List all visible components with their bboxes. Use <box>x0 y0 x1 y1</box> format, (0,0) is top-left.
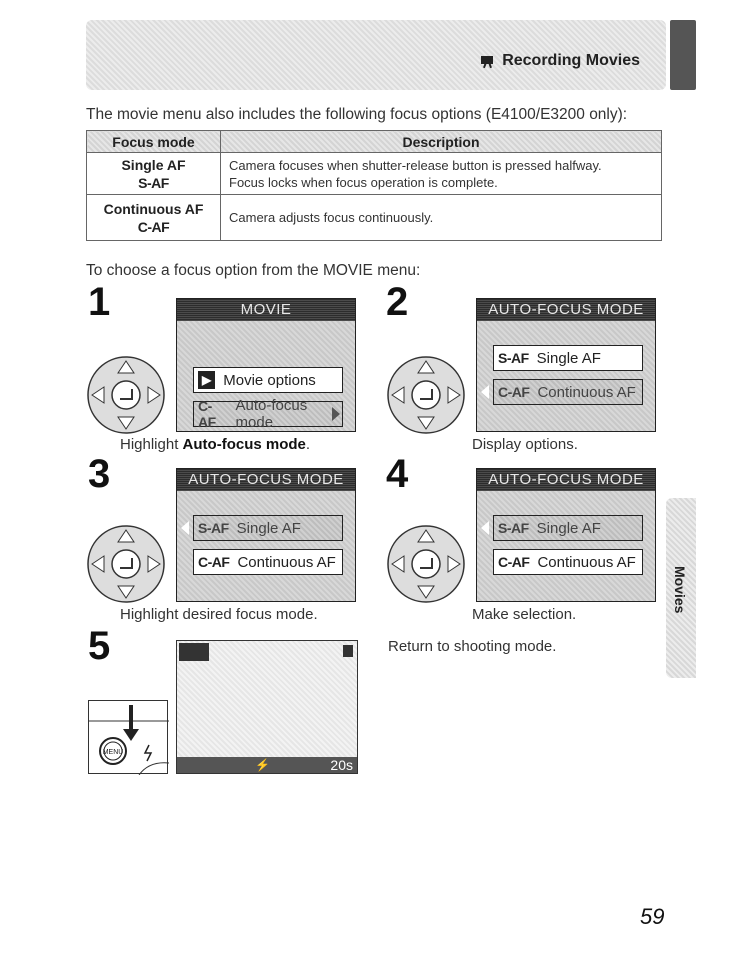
instruction-text: To choose a focus option from the MOVIE menu: <box>86 262 421 279</box>
description-cell <box>221 153 662 195</box>
step-number: 4 <box>386 452 409 496</box>
table-row <box>87 195 662 241</box>
screen-body <box>177 321 355 431</box>
description-cell <box>221 195 662 241</box>
menu-item-symbol: C-AF <box>198 398 216 430</box>
menu-screen-movie <box>176 298 356 432</box>
step-caption: Make selection. <box>472 606 577 623</box>
step-number: 1 <box>88 280 111 324</box>
multi-selector-icon <box>86 355 166 435</box>
focus-options-table <box>86 130 662 241</box>
menu-item-label: Movie options <box>223 371 316 389</box>
arrow-left-icon <box>181 521 189 535</box>
menu-screen-auto-focus <box>476 468 656 602</box>
camera-menu-button-icon <box>89 701 169 775</box>
movie-options-icon: ▶ <box>198 371 215 389</box>
description-line: Camera adjusts focus continuously. <box>229 210 434 225</box>
menu-item-symbol: C-AF <box>498 384 530 400</box>
menu-item-label: Continuous AF <box>237 553 336 571</box>
screen-body <box>177 491 355 601</box>
memory-icon <box>343 645 353 657</box>
menu-button-label: MENU <box>102 749 124 756</box>
menu-item-label: Continuous AF <box>537 383 636 401</box>
menu-item-movie-options[interactable] <box>193 367 343 393</box>
caption-bold: Auto-focus mode <box>182 436 306 453</box>
menu-item-label: Auto-focus mode <box>235 397 308 431</box>
multi-selector-icon <box>386 355 466 435</box>
caption-text: Highlight <box>120 436 183 453</box>
menu-item-label: Single AF <box>236 519 301 537</box>
flash-off-icon: ⚡ <box>255 758 270 772</box>
screen-title: AUTO-FOCUS MODE <box>477 469 655 491</box>
table-row <box>87 153 662 195</box>
page-header <box>478 52 640 70</box>
menu-item-auto-focus-mode[interactable] <box>193 397 343 431</box>
menu-item-symbol: S-AF <box>498 350 529 366</box>
focus-mode-cell <box>87 153 221 195</box>
screen-title: AUTO-FOCUS MODE <box>477 299 655 321</box>
status-bar <box>177 757 357 773</box>
menu-item-single-af[interactable] <box>493 345 643 371</box>
menu-screen-auto-focus <box>176 468 356 602</box>
menu-item-symbol: S-AF <box>498 520 529 536</box>
focus-mode-cell <box>87 195 221 241</box>
screen-body <box>477 321 655 431</box>
table-header-description: Description <box>221 131 662 153</box>
intro-text: The movie menu also includes the following focus options (E4100/E3200 only): <box>86 106 628 123</box>
step-caption: Return to shooting mode. <box>388 638 557 655</box>
step-caption <box>120 436 310 453</box>
movie-camera-icon <box>478 54 496 68</box>
multi-selector-icon <box>386 524 466 604</box>
focus-mode-name: Continuous AF <box>103 200 204 217</box>
menu-item-symbol: C-AF <box>498 554 530 570</box>
description-line: Focus locks when focus operation is complete. <box>229 174 498 190</box>
focus-mode-symbol: C-AF <box>137 218 170 235</box>
step-number: 3 <box>88 452 111 496</box>
step-number: 5 <box>88 624 111 668</box>
menu-item-label: Single AF <box>536 349 601 367</box>
menu-item-symbol: C-AF <box>198 554 230 570</box>
header-title: Recording Movies <box>502 52 640 69</box>
menu-item-label: Single AF <box>536 519 601 537</box>
menu-item-single-af[interactable] <box>193 515 343 541</box>
arrow-left-icon <box>481 521 489 535</box>
step-caption: Highlight desired focus mode. <box>120 606 318 623</box>
menu-screen-auto-focus <box>476 298 656 432</box>
menu-item-label: Continuous AF <box>537 553 636 571</box>
table-header-mode: Focus mode <box>87 131 221 153</box>
page-number: 59 <box>640 904 665 929</box>
menu-item-continuous-af[interactable] <box>493 379 643 405</box>
recording-time: 20s <box>330 757 353 773</box>
caption-text: . <box>305 436 311 453</box>
screen-title: MOVIE <box>177 299 355 321</box>
header-tab <box>670 20 696 90</box>
step-caption: Display options. <box>472 436 578 453</box>
camera-body-illustration <box>88 700 168 774</box>
menu-item-continuous-af[interactable] <box>193 549 343 575</box>
menu-item-single-af[interactable] <box>493 515 643 541</box>
focus-mode-name: Single AF <box>121 156 186 173</box>
arrow-right-icon <box>332 407 340 421</box>
side-tab-label: Movies <box>672 566 688 614</box>
menu-item-continuous-af[interactable] <box>493 549 643 575</box>
shooting-mode-screen <box>176 640 358 774</box>
menu-item-symbol: S-AF <box>198 520 229 536</box>
screen-body <box>477 491 655 601</box>
step-number: 2 <box>386 280 409 324</box>
table-header-row <box>87 131 662 153</box>
movie-mode-icon <box>179 643 209 661</box>
focus-mode-symbol: S-AF <box>138 174 169 191</box>
multi-selector-icon <box>86 524 166 604</box>
description-line: Camera focuses when shutter-release button is pressed halfway. <box>229 157 602 173</box>
screen-title: AUTO-FOCUS MODE <box>177 469 355 491</box>
arrow-left-icon <box>481 385 489 399</box>
